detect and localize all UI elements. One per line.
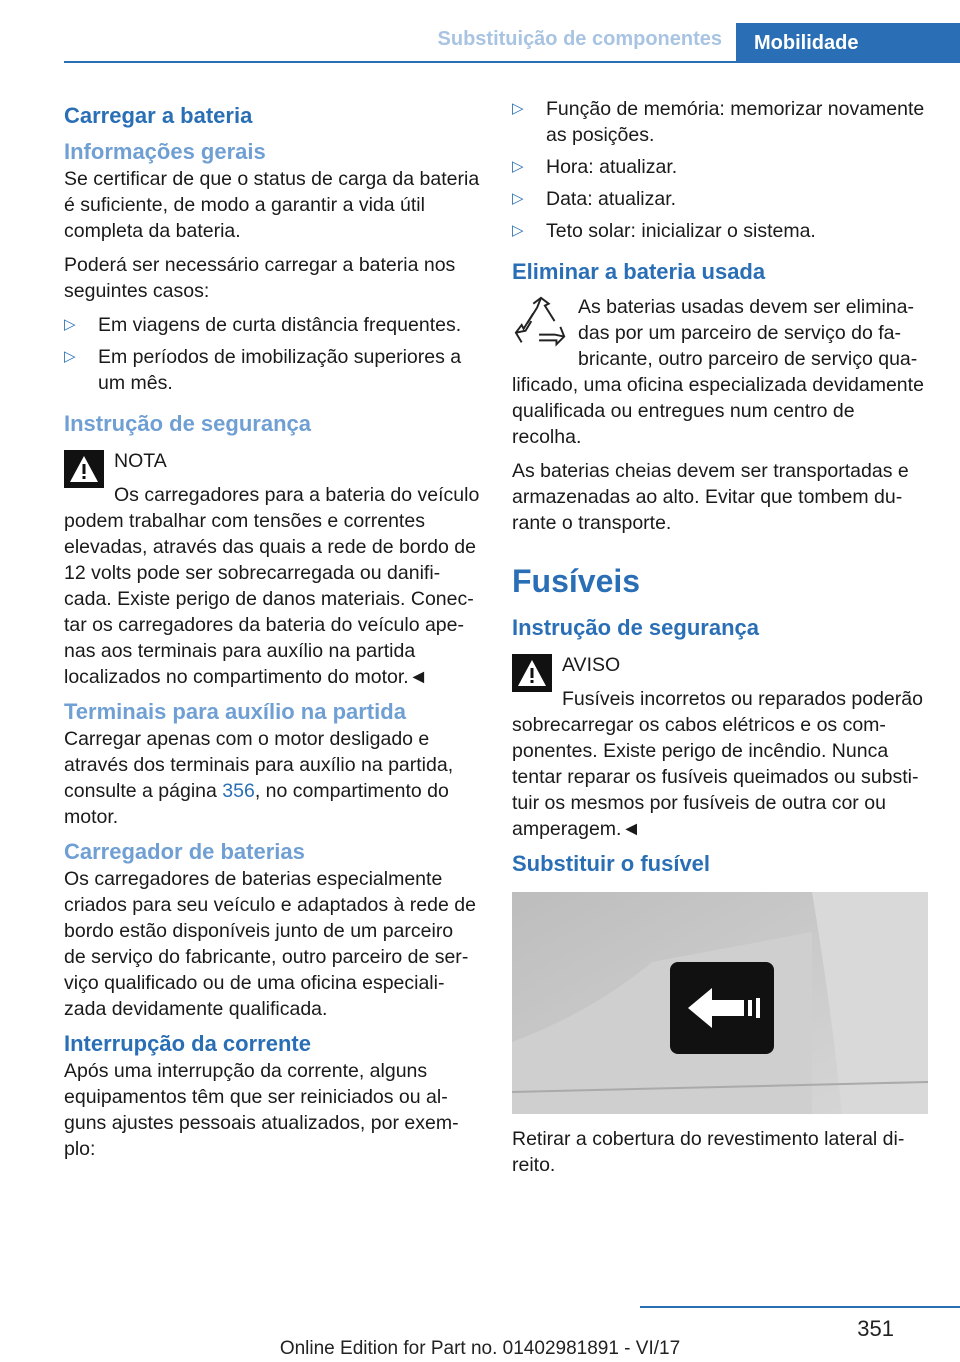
warning-icon [64,450,104,488]
heading-general-info: Informações gerais [64,139,266,164]
footer-rule [640,1306,960,1308]
paragraph-interrupt: Após uma interrupção da corrente, alguns equipamentos têm que ser reiniciados ou alguns ajustes pessoais atualizados, por exemplo: [64,1060,459,1160]
bullet-triangle-icon: ▷ [64,348,76,365]
dispose-text-1: As baterias usadas devem ser eliminadas por um parceiro de serviço do fabricante, outro parceiro de serviço qualificado, uma oficina especializada devidamente qualificada ou entregues num centro de recolha. [512,296,924,448]
heading-charge-battery: Carregar a bateria [64,103,253,128]
terminals-text-b: , no compartimento do motor. [64,780,449,828]
list-item [512,218,928,244]
list-item-text: Em viagens de curta distância frequentes. [98,314,462,336]
list-item-text: Função de memória: memorizar novamente as posições. [546,98,925,146]
heading-safety: Instrução de segurança [64,411,311,436]
paragraph-info-2: Poderá ser necessário carregar a bateria nos seguintes casos: [64,254,456,302]
list-charge-cases [64,312,480,396]
heading-battery-charger: Carregador de baterias [64,839,305,864]
list-item-text: Hora: atualizar. [546,156,678,178]
left-column [64,96,480,1170]
heading-replace-fuse: Substituir o fusível [512,851,711,876]
bullet-triangle-icon: ▷ [512,222,524,239]
fuse-cover-photo [512,892,928,1114]
heading-fuse-safety: Instrução de segurança [512,615,759,640]
page-link[interactable]: 356 [222,780,255,802]
heading-jump-terminals: Terminais para auxílio na partida [64,699,406,724]
paragraph-charger: Os carregadores de baterias especialmente criados para seu veículo e adaptados à rede de bordo estão disponíveis junto de um parceiro de serviço do fabricante, outro parceiro de serviço qualificado ou de uma oficina especializada devidamente qualificada. [64,868,476,1020]
heading-fuses: Fusíveis [512,563,641,599]
note-label: NOTA [114,450,167,472]
edition-footer: Online Edition for Part no. 01402981891 - VI/17 [279,1338,681,1359]
bullet-triangle-icon: ▷ [64,316,76,333]
list-item [64,344,480,396]
photo-caption: Retirar a cobertura do revestimento lateral direito. [512,1128,905,1176]
list-item-text: Teto solar: inicializar o sistema. [546,220,816,242]
bullet-triangle-icon: ▷ [512,100,524,117]
bullet-triangle-icon: ▷ [512,190,524,207]
header-tab[interactable]: Mobilidade [736,23,960,63]
paragraph-terminals [64,726,480,830]
heading-power-interrupt: Interrupção da corrente [64,1031,311,1056]
terminals-text-a: Carregar apenas com o motor desligado e através dos terminais para auxílio na partida, consulte a página [64,728,454,802]
warning-label: AVISO [562,654,621,676]
warning-box [512,652,928,842]
list-item [512,96,928,148]
warning-icon [512,654,552,692]
recycle-icon [512,294,570,352]
page-number: 351 [857,1316,894,1341]
paragraph-dispose-1 [512,294,928,450]
note-text: Os carregadores para a bateria do veículo podem trabalhar com tensões e correntes elevadas, através das quais a rede de bordo de 12 volts pode ser sobrecarregada ou danificada. Existe perigo de danos materiais. Conectar os carregadores da bateria do veículo apenas aos terminais para auxílio na partida localizados no compartimento do motor.◄ [64,484,480,688]
list-item [512,154,928,180]
header-section-title: Substituição de componentes [437,28,722,50]
list-item [64,312,480,338]
heading-dispose-battery: Eliminar a bateria usada [512,259,766,284]
right-column [512,96,928,1186]
paragraph-dispose-2: As baterias cheias devem ser transportadas e armazenadas ao alto. Evitar que tombem durante o transporte. [512,460,909,534]
list-item [512,186,928,212]
list-item-text: Data: atualizar. [546,188,677,210]
bullet-triangle-icon: ▷ [512,158,524,175]
note-box [64,448,480,690]
header-rule [64,61,960,63]
list-reset-items [512,96,928,244]
list-item-text: Em períodos de imobilização superiores a um mês. [98,346,462,394]
paragraph-info-1: Se certificar de que o status de carga da bateria é suficiente, de modo a garantir a vida útil completa da bateria. [64,168,480,242]
warning-text: Fusíveis incorretos ou reparados poderão sobrecarregar os cabos elétricos e os componentes. Existe perigo de incêndio. Nunca tentar reparar os fusíveis queimados ou substituir os mesmos por fusíveis de outra cor ou amperagem.◄ [512,688,923,840]
